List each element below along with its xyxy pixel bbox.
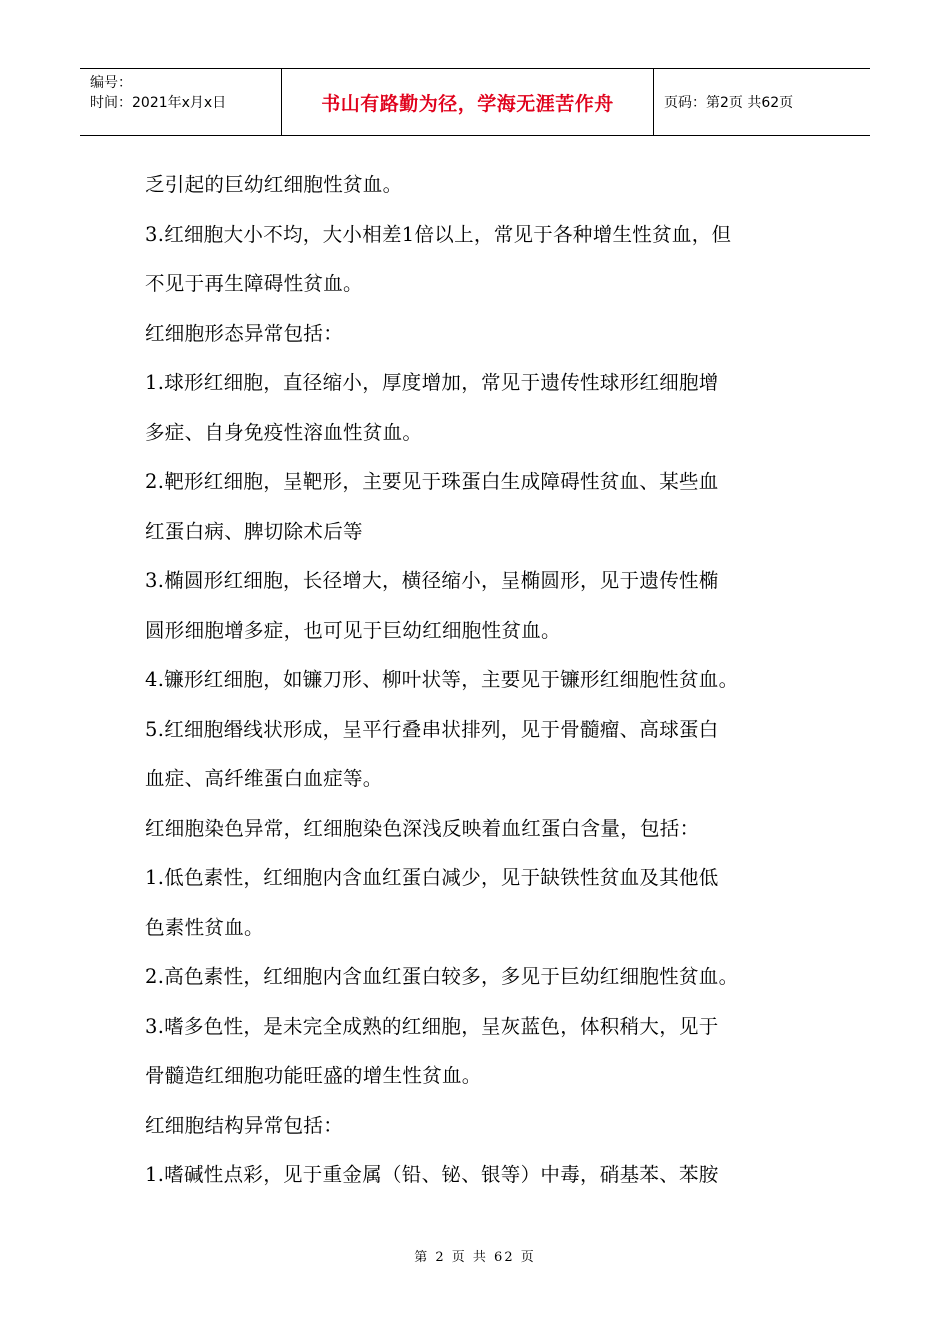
- text-line: 3.嗜多色性，是未完全成熟的红细胞，呈灰蓝色，体积稍大，见于: [145, 1014, 719, 1038]
- text-line: 乏引起的巨幼红细胞性贫血。: [145, 173, 403, 196]
- text-line: 2.高色素性，红细胞内含血红蛋白较多，多见于巨幼红细胞性贫血。: [145, 965, 739, 988]
- text-line: 多症、自身免疫性溶血性贫血。: [145, 420, 423, 444]
- page-footer: 第 2 页 共 62 页: [414, 1250, 536, 1265]
- document-body: [145, 160, 810, 1200]
- text-line: 4.镰形红细胞，如镰刀形、柳叶状等，主要见于镰形红细胞性贫血。: [145, 668, 739, 691]
- text-line: 5.红细胞缗线状形成，呈平行叠串状排列，见于骨髓瘤、高球蛋白: [145, 717, 719, 741]
- text-line: 1.球形红细胞，直径缩小，厚度增加，常见于遗传性球形红细胞增: [145, 371, 719, 394]
- text-line: 骨髓造红细胞功能旺盛的增生性贫血。: [145, 1064, 482, 1087]
- text-line: 红细胞染色异常，红细胞染色深浅反映着血红蛋白含量，包括：: [145, 816, 700, 840]
- text-line: 1.嗜碱性点彩，见于重金属（铅、铋、银等）中毒，硝基苯、苯胺: [145, 1163, 719, 1186]
- number-label: 编号：: [90, 75, 132, 91]
- text-line: 红细胞结构异常包括：: [145, 1113, 344, 1137]
- text-line: 不见于再生障碍性贫血。: [145, 272, 363, 295]
- header-page-info: 页码：第2页 共62页: [664, 95, 794, 111]
- text-line: 2.靶形红细胞，呈靶形，主要见于珠蛋白生成障碍性贫血、某些血: [145, 470, 719, 493]
- text-line: 1.低色素性，红细胞内含血红蛋白减少，见于缺铁性贫血及其他低: [145, 866, 719, 889]
- header-meta: [80, 69, 282, 135]
- text-line: 3.红细胞大小不均，大小相差1倍以上，常见于各种增生性贫血，但: [145, 222, 732, 246]
- text-line: 色素性贫血。: [145, 915, 264, 939]
- text-line: 圆形细胞增多症，也可见于巨幼红细胞性贫血。: [145, 618, 561, 642]
- header-motto: 书山有路勤为径，学海无涯苦作舟: [282, 69, 654, 135]
- text-line: 红蛋白病、脾切除术后等: [145, 519, 363, 543]
- text-line: 红细胞形态异常包括：: [145, 321, 344, 345]
- text-line: 3.椭圆形红细胞，长径增大，横径缩小，呈椭圆形，见于遗传性椭: [145, 569, 719, 592]
- text-line: 血症、高纤维蛋白血症等。: [145, 767, 383, 790]
- date-label: 时间：2021年x月x日: [90, 95, 227, 111]
- document-header: [80, 68, 870, 136]
